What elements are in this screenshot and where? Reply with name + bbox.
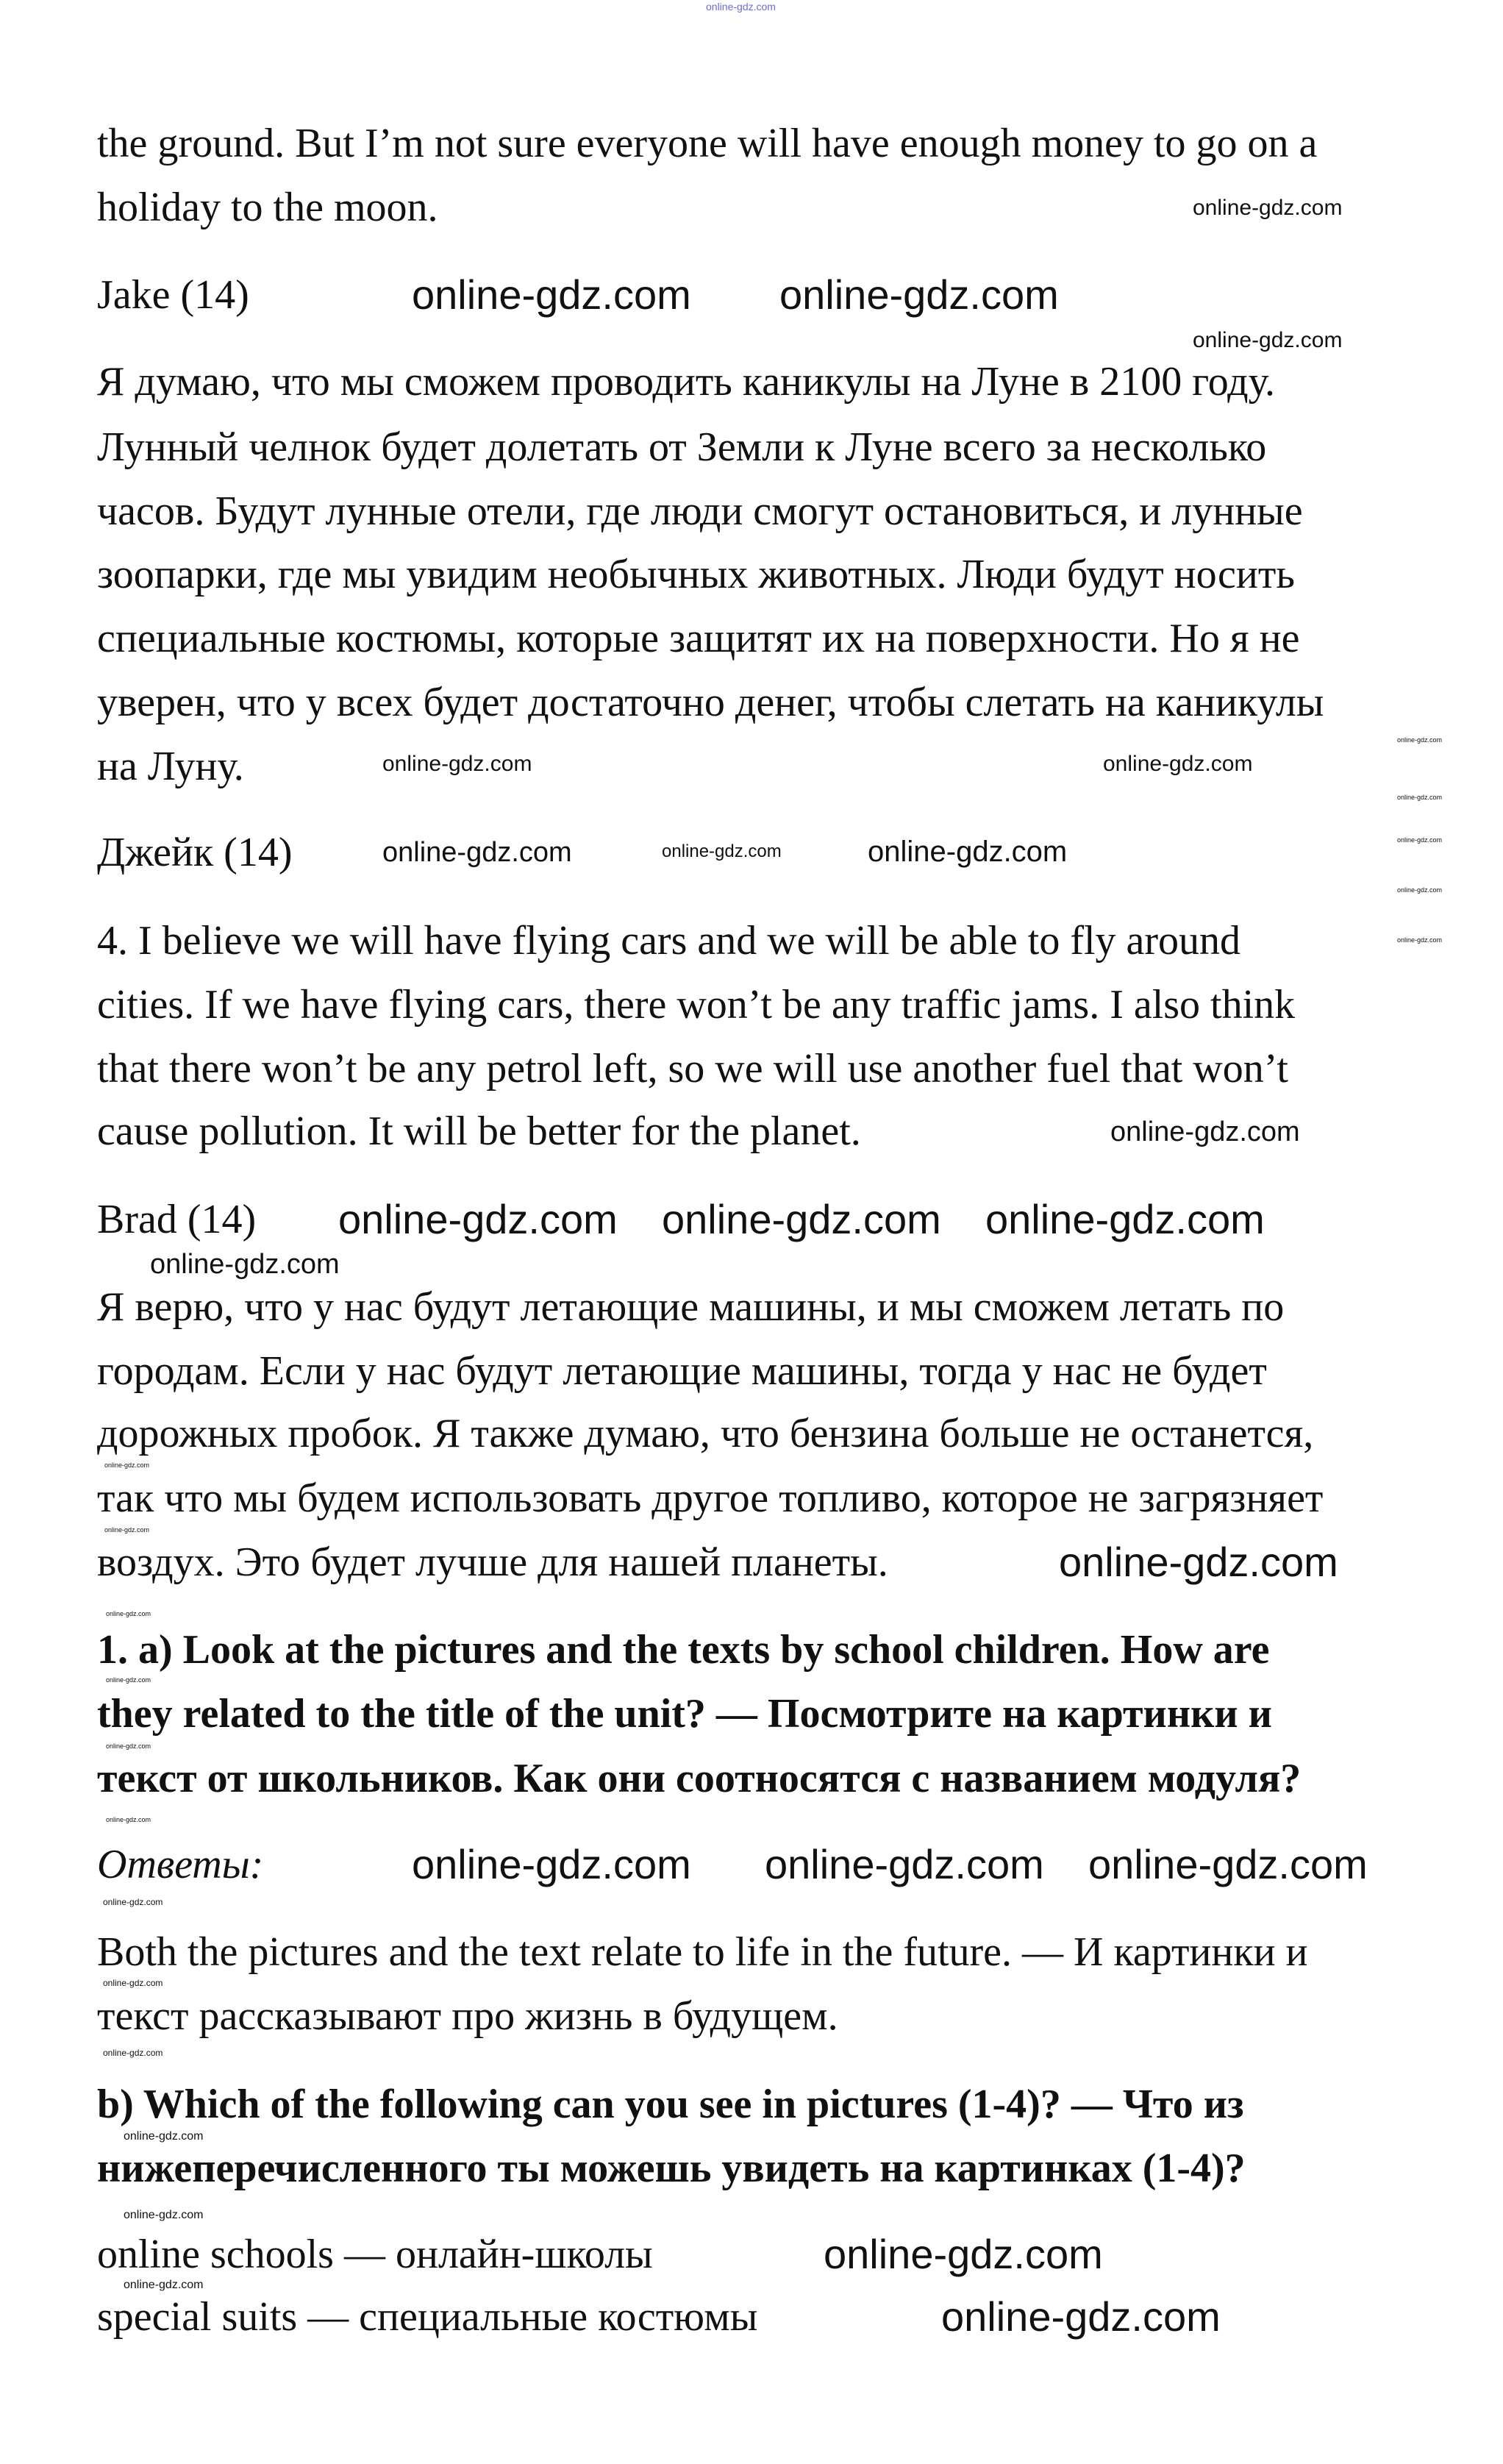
watermark: online-gdz.com bbox=[1397, 736, 1443, 744]
watermark: online-gdz.com bbox=[985, 1196, 1265, 1242]
watermark: online-gdz.com bbox=[1397, 936, 1443, 944]
text-line: Лунный челнок будет долетать от Земли к Луне всего за несколько bbox=[97, 424, 1267, 470]
watermark: online-gdz.com bbox=[1059, 1539, 1338, 1585]
watermark: online-gdz.com bbox=[150, 1249, 340, 1280]
exercise-heading: нижеперечисленного ты можешь увидеть на картинках (1-4)? bbox=[97, 2146, 1246, 2191]
author-signature: Jake (14) bbox=[97, 272, 249, 318]
watermark: online-gdz.com bbox=[106, 1742, 151, 1750]
text-line: дорожных пробок. Я также думаю, что бензина больше не останется, bbox=[97, 1411, 1314, 1456]
watermark: online-gdz.com bbox=[824, 2231, 1103, 2277]
watermark: online-gdz.com bbox=[104, 1461, 150, 1469]
exercise-heading: 1. a) Look at the pictures and the texts by school children. How are bbox=[97, 1627, 1270, 1673]
text-line: 4. I believe we will have flying cars and we will be able to fly around bbox=[97, 918, 1241, 964]
watermark: online-gdz.com bbox=[1103, 752, 1253, 776]
watermark: online-gdz.com bbox=[941, 2293, 1221, 2340]
exercise-heading: b) Which of the following can you see in pictures (1-4)? — Что из bbox=[97, 2082, 1244, 2127]
watermark: online-gdz.com bbox=[104, 1526, 150, 1534]
watermark: online-gdz.com bbox=[382, 837, 572, 868]
text-line: special suits — специальные костюмы bbox=[97, 2294, 758, 2340]
watermark: online-gdz.com bbox=[779, 271, 1059, 318]
watermark: online-gdz.com bbox=[1193, 328, 1343, 352]
text-line: воздух. Это будет лучше для нашей планеты. bbox=[97, 1539, 888, 1585]
text-line: holiday to the moon. bbox=[97, 185, 438, 230]
watermark: online-gdz.com bbox=[662, 1196, 941, 1242]
text-line: Я верю, что у нас будут летающие машины, и мы сможем летать по bbox=[97, 1284, 1285, 1330]
watermark: online-gdz.com bbox=[382, 752, 532, 776]
text-line: так что мы будем использовать другое топливо, которое не загрязняет bbox=[97, 1475, 1324, 1521]
text-line: на Луну. bbox=[97, 744, 244, 789]
watermark: online-gdz.com bbox=[412, 1841, 691, 1887]
text-line: Я думаю, что мы сможем проводить каникулы на Луне в 2100 году. bbox=[97, 359, 1276, 405]
text-line: cause pollution. It will be better for the planet. bbox=[97, 1108, 861, 1154]
text-line: зоопарки, где мы увидим необычных животных. Люди будут носить bbox=[97, 552, 1295, 597]
watermark: online-gdz.com bbox=[338, 1196, 618, 1242]
watermark: online-gdz.com bbox=[103, 2048, 163, 2058]
text-line: текст рассказывают про жизнь в будущем. bbox=[97, 1993, 838, 2039]
text-line: специальные костюмы, которые защитят их на поверхности. Но я не bbox=[97, 616, 1300, 661]
watermark: online-gdz.com bbox=[106, 1610, 151, 1617]
watermark: online-gdz.com bbox=[124, 2130, 204, 2143]
watermark: online-gdz.com bbox=[1110, 1117, 1300, 1147]
watermark: online-gdz.com bbox=[106, 1816, 151, 1823]
text-line: уверен, что у всех будет достаточно денег, чтобы слетать на каникулы bbox=[97, 680, 1324, 725]
answers-label: Ответы: bbox=[97, 1842, 264, 1887]
watermark: online-gdz.com bbox=[1397, 794, 1443, 801]
watermark: online-gdz.com bbox=[124, 2279, 204, 2291]
watermark: online-gdz.com bbox=[103, 1897, 163, 1907]
watermark: online-gdz.com bbox=[868, 836, 1068, 868]
watermark: online-gdz.com bbox=[106, 1676, 151, 1684]
watermark: online-gdz.com bbox=[1088, 1841, 1368, 1887]
author-signature: Джейк (14) bbox=[97, 830, 293, 875]
text-line: the ground. But I’m not sure everyone will have enough money to go on a bbox=[97, 121, 1318, 166]
watermark: online-gdz.com bbox=[662, 841, 782, 861]
watermark: online-gdz.com bbox=[124, 2209, 204, 2221]
watermark: online-gdz.com bbox=[1397, 836, 1443, 844]
text-line: городам. Если у нас будут летающие машины, тогда у нас не будет bbox=[97, 1348, 1267, 1394]
watermark: online-gdz.com bbox=[412, 271, 691, 318]
text-line: часов. Будут лунные отели, где люди смогут остановиться, и лунные bbox=[97, 488, 1303, 534]
text-line: online schools — онлайн-школы bbox=[97, 2232, 653, 2277]
text-line: cities. If we have flying cars, there won’t be any traffic jams. I also think bbox=[97, 982, 1296, 1028]
watermark: online-gdz.com bbox=[103, 1978, 163, 1988]
exercise-heading: текст от школьников. Как они соотносятся с названием модуля? bbox=[97, 1756, 1302, 1801]
watermark: online-gdz.com bbox=[1397, 886, 1443, 894]
watermark: online-gdz.com bbox=[1193, 196, 1343, 220]
text-line: Both the pictures and the text relate to life in the future. — И картинки и bbox=[97, 1929, 1308, 1975]
watermark: online-gdz.com bbox=[706, 1, 776, 13]
exercise-heading: they related to the title of the unit? — Посмотрите на картинки и bbox=[97, 1691, 1272, 1737]
author-signature: Brad (14) bbox=[97, 1197, 257, 1242]
text-line: that there won’t be any petrol left, so we will use another fuel that won’t bbox=[97, 1046, 1288, 1092]
watermark: online-gdz.com bbox=[765, 1841, 1044, 1887]
